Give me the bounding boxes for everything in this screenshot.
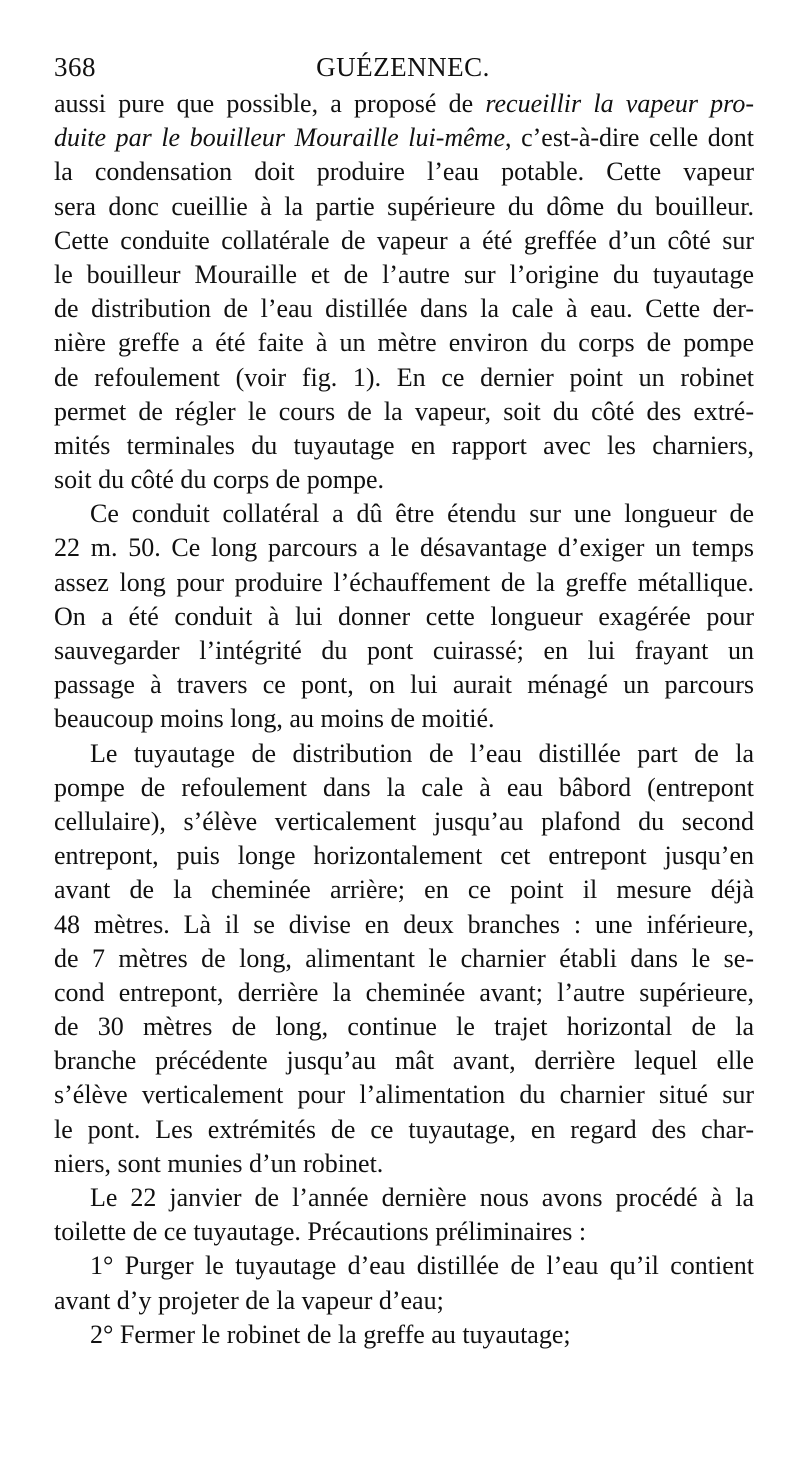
italic-text: duite par le bouilleur Mouraille lui-même (54, 123, 505, 153)
text-line (54, 1147, 754, 1181)
text-line (54, 908, 754, 942)
text-line (54, 155, 754, 189)
page-number: 368 (54, 52, 96, 82)
line-text: branche précédente jusqu’au mât avant, derrière lequel elle (54, 1046, 754, 1076)
line-text: 2° Fermer le robinet de la greffe au tuyautage; (90, 1319, 571, 1349)
text-line (54, 1215, 754, 1249)
line-text: de distribution de l’eau distillée dans la cale à eau. Cette der- (54, 294, 754, 324)
line-text: permet de régler le cours de la vapeur, soit du côté des extré- (54, 396, 754, 426)
text-line (54, 463, 754, 497)
text-line (54, 87, 754, 121)
text-line (54, 702, 754, 736)
text-line (54, 497, 754, 531)
line-text: niers, sont munies d’un robinet. (54, 1148, 384, 1178)
line-text: s’élève verticalement pour l’alimentation du charnier situé sur (54, 1080, 754, 1110)
line-text: Le tuyautage de distribution de l’eau distillée part de la (90, 738, 754, 768)
line-text: sauvegarder l’intégrité du pont cuirassé; en lui frayant un (54, 636, 754, 665)
text-line (54, 566, 754, 600)
line-text: mités terminales du tuyautage en rapport avec les charniers, (54, 430, 754, 460)
text-line (54, 1044, 754, 1078)
text-line (54, 121, 754, 155)
text-line (54, 1078, 754, 1112)
text-line (54, 771, 754, 805)
text-line (54, 737, 754, 771)
line-text: Cette conduite collatérale de vapeur a été greffée d’un côté sur (54, 225, 754, 255)
line-text: la condensation doit produire l’eau potable. Cette vapeur (54, 157, 754, 187)
line-text: beaucoup moins long, au moins de moitié. (54, 704, 495, 734)
text-line (54, 190, 754, 224)
text-line (54, 429, 754, 463)
line-text: 48 mètres. Là il se divise en deux branches : une inférieure, (54, 909, 754, 939)
text-line (54, 805, 754, 839)
text-line (54, 942, 754, 976)
text-line (54, 361, 754, 395)
line-text: soit du côté du corps de pompe. (54, 465, 384, 495)
line-text: passage à travers ce pont, on lui aurait ménagé un parcours (54, 670, 754, 700)
line-text: 1° Purger le tuyautage d’eau distillée de l’eau qu’il contient (90, 1251, 754, 1281)
line-text: aussi pure que possible, a proposé de (54, 89, 486, 118)
text-line (54, 292, 754, 326)
text-line (54, 873, 754, 907)
line-text: entrepont, puis longe horizontalement cet entrepont jusqu’en (54, 841, 754, 871)
body-text (54, 87, 754, 1352)
text-line (54, 668, 754, 702)
line-text: pompe de refoulement dans la cale à eau bâbord (entrepont (54, 772, 754, 802)
line-text: assez long pour produire l’échauffement de la greffe métallique. (54, 567, 754, 597)
line-text: cellulaire), s’élève verticalement jusqu’au plafond du second (54, 806, 754, 836)
text-line (54, 976, 754, 1010)
running-head: GUÉZENNEC. (316, 52, 490, 82)
line-text: , c’est-à-dire celle dont (505, 123, 754, 153)
text-line (54, 326, 754, 360)
text-line (54, 1010, 754, 1044)
page-header (54, 52, 752, 92)
line-text: toilette de ce tuyautage. Précautions préliminaires : (54, 1217, 587, 1247)
line-text: de 30 mètres de long, continue le trajet horizontal de la (54, 1012, 754, 1042)
italic-text: recueillir la vapeur pro- (485, 89, 754, 118)
text-line (54, 839, 754, 873)
text-line (54, 1318, 754, 1352)
line-text: sera donc cueillie à la partie supérieure du dôme du bouilleur. (54, 191, 754, 221)
text-line (54, 1181, 754, 1215)
text-line (54, 258, 754, 292)
line-text: de refoulement (voir fig. 1). En ce dernier point un robinet (54, 362, 754, 392)
line-text: nière greffe a été faite à un mètre environ du corps de pompe (54, 328, 754, 358)
line-text: de 7 mètres de long, alimentant le charnier établi dans le se- (54, 943, 754, 973)
line-text: On a été conduit à lui donner cette longueur exagérée pour (54, 601, 754, 631)
line-text: avant de la cheminée arrière; en ce point il mesure déjà (54, 875, 754, 905)
line-text: avant d’y projeter de la vapeur d’eau; (54, 1285, 444, 1315)
line-text: Le 22 janvier de l’année dernière nous avons procédé à la (90, 1183, 754, 1212)
text-line (54, 600, 754, 634)
line-text: le pont. Les extrémités de ce tuyautage, en regard des char- (54, 1114, 754, 1144)
text-line (54, 634, 754, 668)
line-text: le bouilleur Mouraille et de l’autre sur l’origine du tuyautage (54, 259, 754, 289)
text-line (54, 224, 754, 258)
text-line (54, 531, 754, 565)
line-text: Ce conduit collatéral a dû être étendu sur une longueur de (90, 499, 754, 529)
text-line (54, 1249, 754, 1283)
text-line (54, 395, 754, 429)
line-text: cond entrepont, derrière la cheminée avant; l’autre supérieure, (54, 977, 754, 1007)
text-line (54, 1284, 754, 1318)
line-text: 22 m. 50. Ce long parcours a le désavantage d’exiger un temps (54, 533, 754, 563)
text-line (54, 1113, 754, 1147)
